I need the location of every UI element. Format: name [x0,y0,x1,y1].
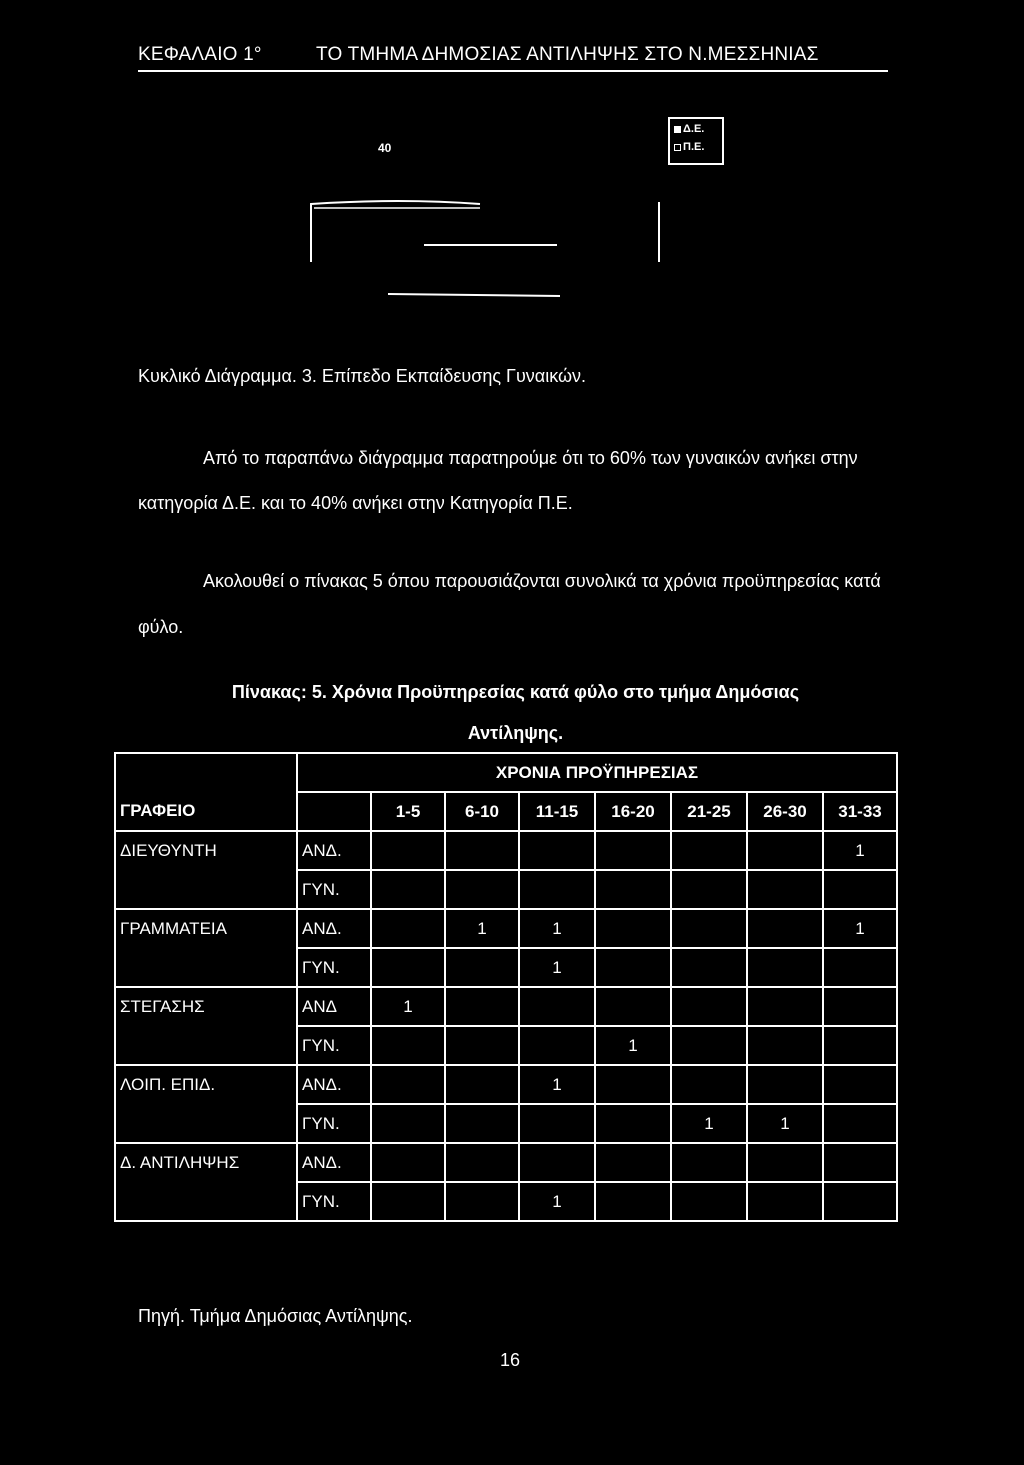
office-cell: Δ. ΑΝΤΙΛΗΨΗΣ [115,1143,297,1182]
column-header: 26-30 [747,792,823,831]
value-cell: 1 [519,1182,595,1221]
pie-edge-left [311,201,480,262]
value-cell [671,870,747,909]
office-cell [115,1104,297,1143]
column-header: 1-5 [371,792,445,831]
value-cell [371,1026,445,1065]
value-cell [671,831,747,870]
table-row [115,1104,897,1143]
value-cell [445,831,519,870]
table-body [115,831,897,1221]
sex-cell: ΑΝΔ. [297,909,371,948]
value-cell [747,831,823,870]
value-cell [747,948,823,987]
table-row [115,1182,897,1221]
value-cell [519,1104,595,1143]
value-cell [595,948,671,987]
office-header: ΓΡΑΦΕΙΟ [115,792,297,831]
value-cell [371,909,445,948]
value-cell [671,987,747,1026]
value-cell [823,948,897,987]
value-cell [823,987,897,1026]
table-row [115,831,897,870]
office-cell: ΓΡΑΜΜΑΤΕΙΑ [115,909,297,948]
sex-cell: ΑΝΔ. [297,1143,371,1182]
value-cell [445,1065,519,1104]
office-cell: ΔΙΕΥΘΥΝΤΗ [115,831,297,870]
value-cell [747,1143,823,1182]
value-cell [595,870,671,909]
value-cell [671,948,747,987]
value-cell [671,1182,747,1221]
value-cell [445,1104,519,1143]
value-cell [445,1182,519,1221]
page-number: 16 [500,1350,521,1370]
table-column-header-row [115,792,897,831]
value-cell: 1 [747,1104,823,1143]
pie-slice-label: 40 [378,141,392,155]
value-cell [519,1026,595,1065]
value-cell [823,1026,897,1065]
value-cell [595,1143,671,1182]
value-cell [445,948,519,987]
value-cell [747,909,823,948]
value-cell: 1 [595,1026,671,1065]
paragraph-2: Ακολουθεί ο πίνακας 5 όπου παρουσιάζονται συνολικά τα χρόνια προϋπηρεσίας κατά φύλο. [138,571,881,637]
value-cell [371,1104,445,1143]
value-cell [595,987,671,1026]
value-cell: 1 [519,948,595,987]
table-row [115,1065,897,1104]
value-cell [371,1065,445,1104]
office-cell [115,1026,297,1065]
value-cell [595,1182,671,1221]
value-cell [823,1143,897,1182]
value-cell [371,1143,445,1182]
column-header: 31-33 [823,792,897,831]
table-row [115,909,897,948]
office-cell [115,870,297,909]
value-cell [595,1065,671,1104]
chapter-label: ΚΕΦΑΛΑΙΟ 1° [138,44,262,65]
value-cell [519,987,595,1026]
value-cell [595,831,671,870]
value-cell [823,1104,897,1143]
value-cell: 1 [823,909,897,948]
sex-cell: ΓΥΝ. [297,1104,371,1143]
sex-cell: ΓΥΝ. [297,870,371,909]
value-cell: 1 [671,1104,747,1143]
value-cell [671,909,747,948]
office-cell: ΣΤΕΓΑΣΗΣ [115,987,297,1026]
value-cell [445,1026,519,1065]
value-cell [519,870,595,909]
table-row [115,870,897,909]
table-row [115,1026,897,1065]
value-cell [371,870,445,909]
value-cell: 1 [445,909,519,948]
table-row [115,948,897,987]
sex-cell: ΑΝΔ. [297,1065,371,1104]
pie-chart-fragments [0,0,1024,320]
value-cell [445,987,519,1026]
column-header: 16-20 [595,792,671,831]
group-header: ΧΡΟΝΙΑ ΠΡΟΫΠΗΡΕΣΙΑΣ [297,753,897,792]
value-cell [519,831,595,870]
figure-caption: Κυκλικό Διάγραμμα. 3. Επίπεδο Εκπαίδευσης Γυναικών. [138,366,587,386]
legend-label: Δ.Ε. [683,123,705,135]
sex-cell: ΓΥΝ. [297,1182,371,1221]
value-cell [371,831,445,870]
sex-cell: ΓΥΝ. [297,1026,371,1065]
column-header: 6-10 [445,792,519,831]
value-cell: 1 [519,909,595,948]
legend-label: Π.Ε. [683,141,705,153]
value-cell [823,870,897,909]
sex-cell: ΑΝΔ. [297,831,371,870]
table-row [115,987,897,1026]
value-cell [595,909,671,948]
value-cell [747,1065,823,1104]
value-cell [823,1182,897,1221]
value-cell [671,1065,747,1104]
table-group-header-row [115,753,897,792]
value-cell [371,1182,445,1221]
pie-edge-bottom [388,294,560,296]
value-cell [595,1104,671,1143]
value-cell [371,948,445,987]
value-cell [671,1026,747,1065]
table-corner [115,753,297,792]
value-cell: 1 [371,987,445,1026]
column-header: 21-25 [671,792,747,831]
table-source: Πηγή. Τμήμα Δημόσιας Αντίληψης. [138,1306,413,1326]
value-cell [445,870,519,909]
sex-cell: ΓΥΝ. [297,948,371,987]
value-cell [823,1065,897,1104]
value-cell [519,1143,595,1182]
value-cell [747,1182,823,1221]
table-title: Πίνακας: 5. Χρόνια Προϋπηρεσίας κατά φύλο στο τμήμα Δημόσιας Αντίληψης. [231,682,800,743]
office-cell [115,948,297,987]
paragraph-1: Από το παραπάνω διάγραμμα παρατηρούμε ότι το 60% των γυναικών ανήκει στην κατηγορία Δ.Ε. και το 40% ανήκει στην Κατηγορία Π.Ε. [138,448,858,513]
column-header: 11-15 [519,792,595,831]
value-cell: 1 [823,831,897,870]
value-cell [747,870,823,909]
table-row [115,1143,897,1182]
chapter-title: ΤΟ ΤΜΗΜΑ ΔΗΜΟΣΙΑΣ ΑΝΤΙΛΗΨΗΣ ΣΤΟ Ν.ΜΕΣΣΗΝΙΑΣ [316,44,819,65]
service-years-table [114,752,898,1222]
sex-header [297,792,371,831]
value-cell [747,987,823,1026]
office-cell: ΛΟΙΠ. ΕΠΙΔ. [115,1065,297,1104]
value-cell: 1 [519,1065,595,1104]
office-cell [115,1182,297,1221]
value-cell [671,1143,747,1182]
sex-cell: ΑΝΔ [297,987,371,1026]
value-cell [747,1026,823,1065]
value-cell [445,1143,519,1182]
